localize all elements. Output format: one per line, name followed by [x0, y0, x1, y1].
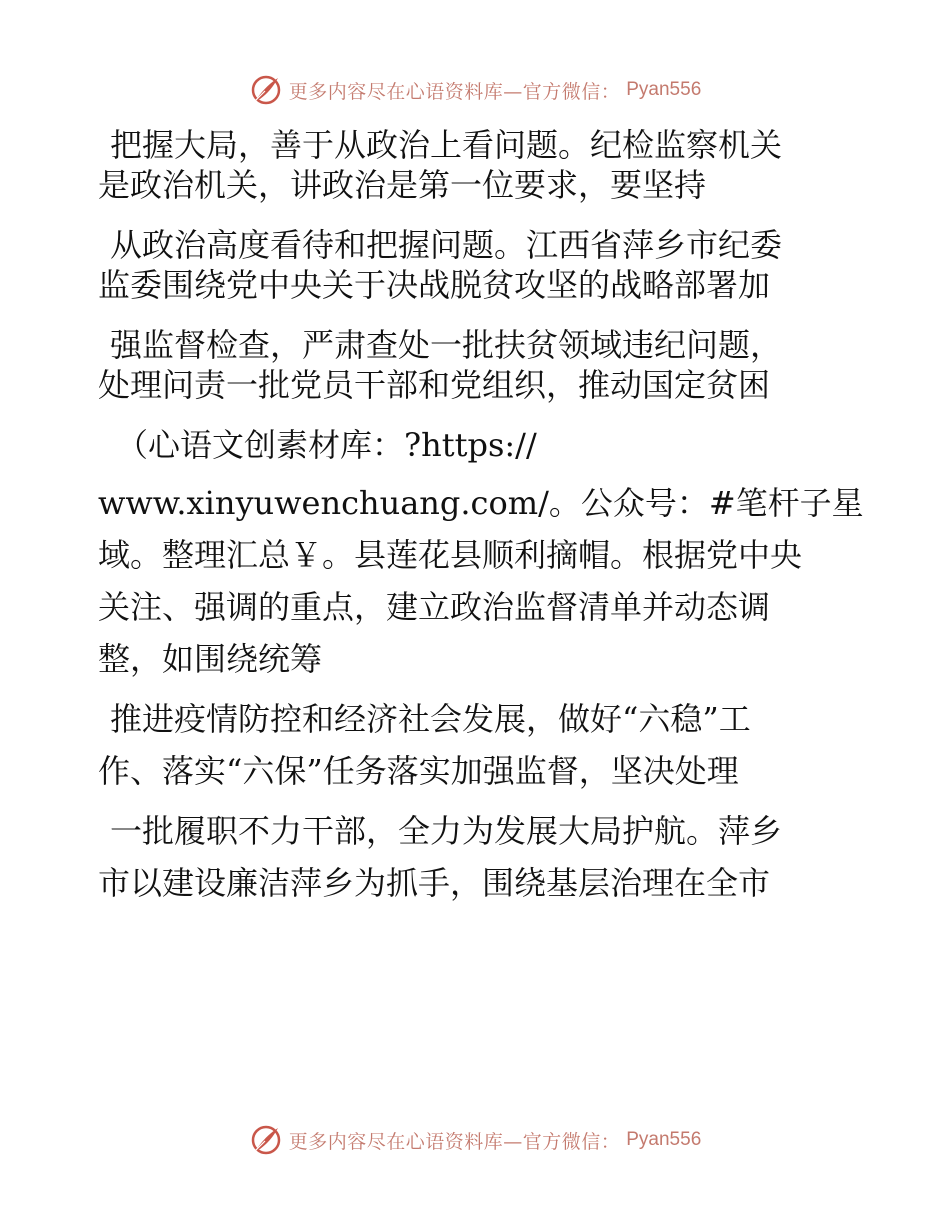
footer-banner-text: 更多内容尽在心语资料库—官方微信： [288, 1130, 621, 1153]
text-line: 一批履职不力干部，全力为发展大局护航。萍乡 [110, 812, 783, 850]
header-banner-wechat-id: Pyan556 [626, 79, 702, 100]
text-line: 从政治高度看待和把握问题。江西省萍乡市纪委 [110, 226, 783, 264]
text-line: www.xinyuwenchuang.com/。公众号：#笔杆子星 [98, 484, 864, 522]
feather-pen-logo-icon [249, 1123, 283, 1157]
feather-pen-logo-icon [249, 73, 283, 107]
header-banner [0, 70, 950, 110]
text-line: 处理问责一批党员干部和党组织，推动国定贫困 [98, 366, 771, 404]
text-line: 监委围绕党中央关于决战脱贫攻坚的战略部署加 [98, 266, 771, 304]
footer-banner-content [249, 1123, 702, 1157]
header-banner-text: 更多内容尽在心语资料库—官方微信： [288, 80, 621, 103]
text-line: 整，如围绕统筹 [98, 640, 323, 678]
text-line: 强监督检查，严肃查处一批扶贫领域违纪问题， [110, 326, 783, 364]
text-line: 把握大局，善于从政治上看问题。纪检监察机关 [110, 126, 783, 164]
body-text [98, 125, 864, 903]
footer-banner-wechat-id: Pyan556 [626, 1129, 702, 1150]
text-line: 域。整理汇总￥。县莲花县顺利摘帽。根据党中央 [98, 536, 803, 574]
footer-banner [0, 1120, 950, 1160]
text-line: 是政治机关，讲政治是第一位要求，要坚持 [98, 166, 707, 204]
text-line: 作、落实“六保”任务落实加强监督，坚决处理 [98, 752, 739, 790]
text-line: 关注、强调的重点，建立政治监督清单并动态调 [98, 588, 771, 626]
text-line: 推进疫情防控和经济社会发展，做好“六稳”工 [110, 700, 751, 738]
text-line: 市以建设廉洁萍乡为抓手，围绕基层治理在全市 [98, 864, 771, 902]
text-line: （心语文创素材库：?https:// [116, 426, 537, 464]
header-banner-content [249, 73, 702, 107]
